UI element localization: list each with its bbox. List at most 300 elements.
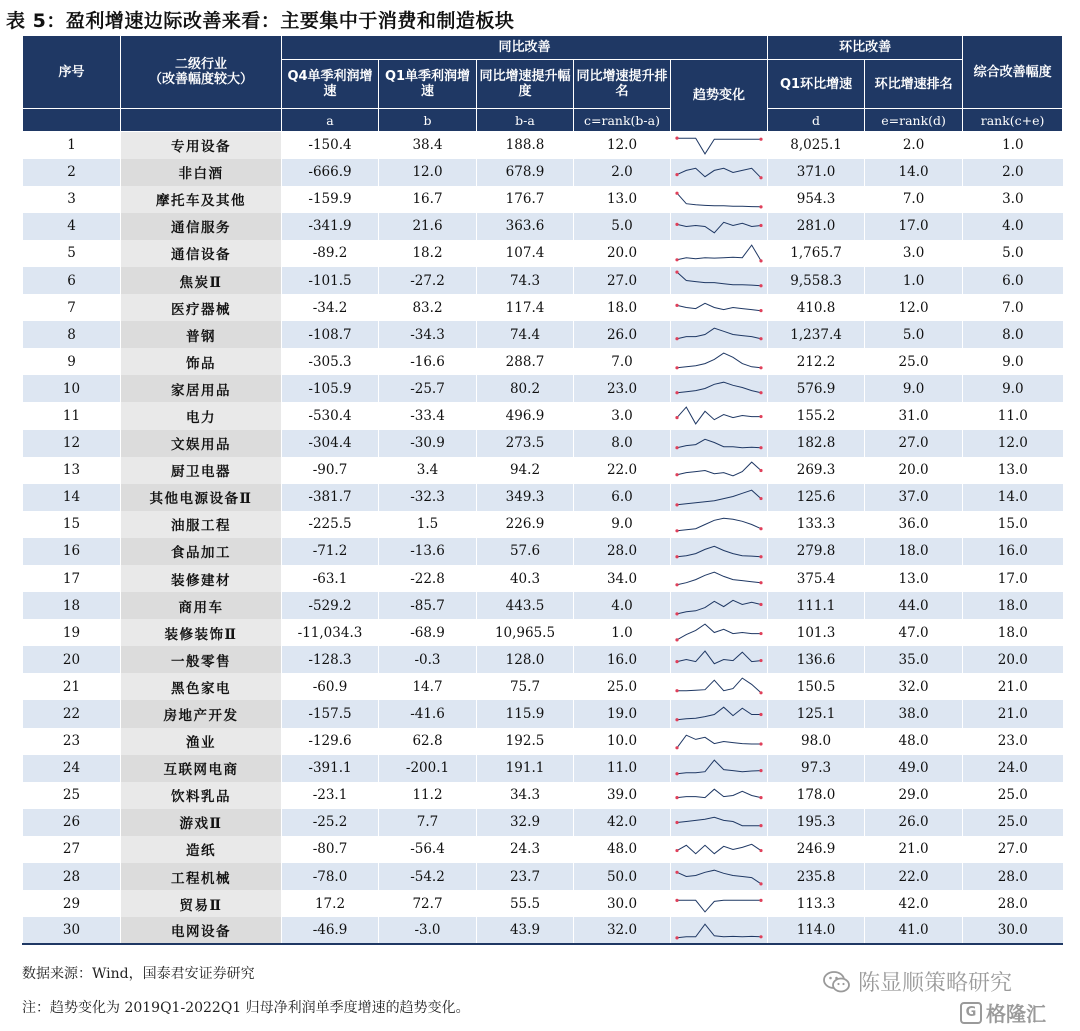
- trend-sparkline: [675, 810, 763, 835]
- cell-total: 24.0: [963, 755, 1063, 782]
- cell-trend: [671, 836, 768, 863]
- trend-line: [677, 760, 761, 774]
- trend-end-point: [759, 497, 762, 500]
- trend-end-point: [759, 824, 762, 827]
- cell-seq: 26: [23, 809, 121, 836]
- cell-q1: -32.3: [379, 484, 477, 511]
- cell-qoq-rank: 47.0: [865, 619, 963, 646]
- cell-seq: 1: [23, 132, 121, 159]
- cell-lift-rank: 48.0: [574, 836, 671, 863]
- cell-qoq: 133.3: [768, 511, 865, 538]
- cell-q4: -108.7: [282, 321, 379, 348]
- header-industry: 二级行业 （改善幅度较大）: [121, 36, 282, 109]
- cell-q1: 7.7: [379, 809, 477, 836]
- cell-q4: -89.2: [282, 240, 379, 267]
- cell-lift-rank: 6.0: [574, 484, 671, 511]
- source-note: 数据来源：Wind，国泰君安证券研究: [22, 966, 255, 982]
- cell-lift-rank: 20.0: [574, 240, 671, 267]
- table-row: [23, 755, 1063, 782]
- cell-qoq: 125.6: [768, 484, 865, 511]
- cell-lift-rank: 50.0: [574, 863, 671, 890]
- cell-qoq-rank: 41.0: [865, 917, 963, 944]
- cell-lift-rank: 4.0: [574, 592, 671, 619]
- cell-qoq-rank: 38.0: [865, 700, 963, 727]
- cell-seq: 24: [23, 755, 121, 782]
- cell-industry: 普钢: [121, 321, 282, 348]
- cell-total: 15.0: [963, 511, 1063, 538]
- cell-qoq: 9,558.3: [768, 267, 865, 294]
- cell-total: 8.0: [963, 321, 1063, 348]
- cell-q4: -391.1: [282, 755, 379, 782]
- cell-total: 1.0: [963, 132, 1063, 159]
- cell-q1: -30.9: [379, 430, 477, 457]
- cell-qoq-rank: 22.0: [865, 863, 963, 890]
- cell-q1: -33.4: [379, 402, 477, 429]
- trend-line: [677, 408, 761, 425]
- trend-end-point: [759, 224, 762, 227]
- cell-lift-rank: 1.0: [574, 619, 671, 646]
- cell-seq: 4: [23, 213, 121, 240]
- cell-industry: 造纸: [121, 836, 282, 863]
- trend-sparkline: [675, 349, 763, 374]
- cell-total: 30.0: [963, 917, 1063, 944]
- cell-q1: 38.4: [379, 132, 477, 159]
- cell-q4: -101.5: [282, 267, 379, 294]
- cell-trend: [671, 402, 768, 429]
- subheader-q1: b: [379, 109, 477, 132]
- trend-end-point: [759, 632, 762, 635]
- trend-sparkline: [675, 431, 763, 456]
- cell-lift-rank: 23.0: [574, 375, 671, 402]
- trend-end-point: [759, 935, 762, 938]
- table-row: [23, 213, 1063, 240]
- cell-q4: -304.4: [282, 430, 379, 457]
- trend-line: [677, 168, 761, 178]
- trend-sparkline: [675, 674, 763, 699]
- cell-trend: [671, 457, 768, 484]
- cell-qoq: 98.0: [768, 728, 865, 755]
- trend-start-point: [675, 337, 678, 340]
- cell-qoq-rank: 14.0: [865, 159, 963, 186]
- cell-industry: 工程机械: [121, 863, 282, 890]
- cell-qoq: 101.3: [768, 619, 865, 646]
- trend-line: [677, 303, 761, 310]
- cell-industry: 商用车: [121, 592, 282, 619]
- cell-trend: [671, 186, 768, 213]
- trend-sparkline: [675, 891, 763, 916]
- trend-start-point: [675, 473, 678, 476]
- cell-lift: 349.3: [477, 484, 574, 511]
- cell-q4: -129.6: [282, 728, 379, 755]
- cell-qoq: 212.2: [768, 348, 865, 375]
- cell-qoq-rank: 26.0: [865, 809, 963, 836]
- cell-qoq: 114.0: [768, 917, 865, 944]
- header-group-yoy: 同比改善: [282, 36, 768, 60]
- cell-industry: 贸易Ⅱ: [121, 890, 282, 917]
- cell-trend: [671, 592, 768, 619]
- cell-q1: 12.0: [379, 159, 477, 186]
- trend-start-point: [675, 503, 678, 506]
- cell-q4: -381.7: [282, 484, 379, 511]
- cell-qoq: 281.0: [768, 213, 865, 240]
- header-total: 综合改善幅度: [963, 36, 1063, 109]
- cell-q1: -200.1: [379, 755, 477, 782]
- table-row: [23, 321, 1063, 348]
- table-row: [23, 267, 1063, 294]
- cell-qoq: 269.3: [768, 457, 865, 484]
- cell-q1: -27.2: [379, 267, 477, 294]
- cell-qoq: 113.3: [768, 890, 865, 917]
- trend-sparkline: [675, 647, 763, 672]
- table-row: [23, 484, 1063, 511]
- cell-qoq-rank: 9.0: [865, 375, 963, 402]
- trend-line: [677, 222, 761, 233]
- cell-q4: 17.2: [282, 890, 379, 917]
- cell-lift-rank: 2.0: [574, 159, 671, 186]
- trend-start-point: [675, 871, 678, 874]
- trend-start-point: [675, 718, 678, 721]
- table-row: [23, 132, 1063, 159]
- trend-start-point: [675, 416, 678, 419]
- cell-lift: 191.1: [477, 755, 574, 782]
- cell-seq: 3: [23, 186, 121, 213]
- table-row: [23, 619, 1063, 646]
- cell-industry: 黑色家电: [121, 673, 282, 700]
- table-row: [23, 402, 1063, 429]
- trend-end-point: [759, 446, 762, 449]
- trend-start-point: [675, 849, 678, 852]
- data-table: [22, 35, 1063, 945]
- cell-industry: 装修装饰Ⅱ: [121, 619, 282, 646]
- trend-line: [677, 490, 761, 505]
- trend-start-point: [675, 136, 678, 139]
- cell-total: 5.0: [963, 240, 1063, 267]
- trend-sparkline: [675, 160, 763, 185]
- cell-q4: -11,034.3: [282, 619, 379, 646]
- cell-q4: -305.3: [282, 348, 379, 375]
- trend-sparkline: [675, 241, 763, 266]
- trend-start-point: [675, 366, 678, 369]
- trend-line: [677, 789, 761, 797]
- cell-lift: 23.7: [477, 863, 574, 890]
- trend-sparkline: [675, 295, 763, 320]
- subheader-qoq: d: [768, 109, 865, 132]
- cell-industry: 其他电源设备Ⅱ: [121, 484, 282, 511]
- cell-qoq: 150.5: [768, 673, 865, 700]
- trend-sparkline: [675, 403, 763, 428]
- cell-lift: 192.5: [477, 728, 574, 755]
- cell-qoq-rank: 7.0: [865, 186, 963, 213]
- cell-q4: -90.7: [282, 457, 379, 484]
- cell-lift-rank: 10.0: [574, 728, 671, 755]
- cell-total: 28.0: [963, 863, 1063, 890]
- cell-qoq: 111.1: [768, 592, 865, 619]
- table-row: [23, 673, 1063, 700]
- watermark-logo: [960, 998, 1046, 1027]
- cell-lift-rank: 27.0: [574, 267, 671, 294]
- cell-q4: -529.2: [282, 592, 379, 619]
- cell-lift-rank: 11.0: [574, 755, 671, 782]
- cell-q4: -71.2: [282, 538, 379, 565]
- cell-industry: 食品加工: [121, 538, 282, 565]
- cell-lift: 43.9: [477, 917, 574, 944]
- trend-sparkline: [675, 620, 763, 645]
- cell-q1: 18.2: [379, 240, 477, 267]
- cell-seq: 15: [23, 511, 121, 538]
- cell-lift-rank: 30.0: [574, 890, 671, 917]
- trend-end-point: [759, 796, 762, 799]
- trend-sparkline: [675, 783, 763, 808]
- table-row: [23, 538, 1063, 565]
- cell-seq: 9: [23, 348, 121, 375]
- cell-trend: [671, 267, 768, 294]
- cell-trend: [671, 782, 768, 809]
- trend-sparkline: [675, 512, 763, 537]
- trend-line: [677, 518, 761, 531]
- trend-end-point: [759, 581, 762, 584]
- cell-industry: 非白酒: [121, 159, 282, 186]
- trend-end-point: [759, 337, 762, 340]
- cell-q1: 83.2: [379, 294, 477, 321]
- cell-total: 4.0: [963, 213, 1063, 240]
- cell-total: 2.0: [963, 159, 1063, 186]
- trend-sparkline: [675, 918, 763, 943]
- trend-line: [677, 900, 761, 912]
- cell-seq: 14: [23, 484, 121, 511]
- subheader-lift-rank: c=rank(b-a): [574, 109, 671, 132]
- cell-total: 25.0: [963, 809, 1063, 836]
- cell-qoq-rank: 5.0: [865, 321, 963, 348]
- cell-qoq-rank: 49.0: [865, 755, 963, 782]
- cell-industry: 厨卫电器: [121, 457, 282, 484]
- cell-q1: 21.6: [379, 213, 477, 240]
- cell-q1: -41.6: [379, 700, 477, 727]
- cell-trend: [671, 673, 768, 700]
- cell-qoq: 125.1: [768, 700, 865, 727]
- cell-qoq: 155.2: [768, 402, 865, 429]
- trend-start-point: [675, 391, 678, 394]
- cell-industry: 通信设备: [121, 240, 282, 267]
- trend-end-point: [759, 882, 762, 885]
- cell-lift: 176.7: [477, 186, 574, 213]
- cell-q4: -341.9: [282, 213, 379, 240]
- trend-line: [677, 353, 761, 368]
- cell-qoq-rank: 18.0: [865, 538, 963, 565]
- cell-q4: -46.9: [282, 917, 379, 944]
- cell-trend: [671, 619, 768, 646]
- cell-trend: [671, 646, 768, 673]
- cell-lift: 57.6: [477, 538, 574, 565]
- cell-industry: 渔业: [121, 728, 282, 755]
- cell-qoq: 8,025.1: [768, 132, 865, 159]
- cell-q4: -150.4: [282, 132, 379, 159]
- trend-end-point: [759, 527, 762, 530]
- cell-seq: 10: [23, 375, 121, 402]
- trend-line: [677, 735, 761, 748]
- cell-q1: -85.7: [379, 592, 477, 619]
- cell-industry: 饰品: [121, 348, 282, 375]
- cell-qoq: 246.9: [768, 836, 865, 863]
- trend-sparkline: [675, 187, 763, 212]
- cell-total: 13.0: [963, 457, 1063, 484]
- cell-industry: 电网设备: [121, 917, 282, 944]
- cell-q1: 1.5: [379, 511, 477, 538]
- trend-sparkline: [675, 864, 763, 889]
- cell-industry: 文娱用品: [121, 430, 282, 457]
- table-row: [23, 159, 1063, 186]
- cell-seq: 21: [23, 673, 121, 700]
- trend-start-point: [675, 936, 678, 939]
- cell-q4: -128.3: [282, 646, 379, 673]
- cell-lift-rank: 19.0: [574, 700, 671, 727]
- cell-lift: 75.7: [477, 673, 574, 700]
- trend-sparkline: [675, 133, 763, 158]
- cell-seq: 23: [23, 728, 121, 755]
- cell-qoq: 576.9: [768, 375, 865, 402]
- cell-lift-rank: 13.0: [574, 186, 671, 213]
- trend-start-point: [675, 821, 678, 824]
- trend-line: [677, 844, 761, 853]
- cell-trend: [671, 294, 768, 321]
- cell-lift-rank: 16.0: [574, 646, 671, 673]
- cell-lift-rank: 7.0: [574, 348, 671, 375]
- trend-line: [677, 870, 761, 884]
- trend-end-point: [759, 415, 762, 418]
- trend-start-point: [675, 772, 678, 775]
- cell-qoq: 97.3: [768, 755, 865, 782]
- cell-industry: 装修建材: [121, 565, 282, 592]
- cell-qoq-rank: 1.0: [865, 267, 963, 294]
- cell-q1: -34.3: [379, 321, 477, 348]
- cell-lift: 443.5: [477, 592, 574, 619]
- cell-lift-rank: 9.0: [574, 511, 671, 538]
- table-row: [23, 700, 1063, 727]
- table-row: [23, 375, 1063, 402]
- trend-line: [677, 572, 761, 585]
- cell-total: 3.0: [963, 186, 1063, 213]
- cell-qoq-rank: 32.0: [865, 673, 963, 700]
- trend-sparkline: [675, 539, 763, 564]
- trend-sparkline: [675, 729, 763, 754]
- cell-q1: -68.9: [379, 619, 477, 646]
- cell-total: 9.0: [963, 348, 1063, 375]
- table-row: [23, 457, 1063, 484]
- subheader-total: rank(c+e): [963, 109, 1063, 132]
- cell-lift: 40.3: [477, 565, 574, 592]
- cell-lift-rank: 32.0: [574, 917, 671, 944]
- cell-q1: 62.8: [379, 728, 477, 755]
- cell-total: 7.0: [963, 294, 1063, 321]
- trend-sparkline: [675, 837, 763, 862]
- trend-start-point: [675, 638, 678, 641]
- wechat-icon: [822, 969, 852, 995]
- table-row: [23, 809, 1063, 836]
- cell-qoq-rank: 27.0: [865, 430, 963, 457]
- cell-total: 25.0: [963, 782, 1063, 809]
- cell-qoq-rank: 29.0: [865, 782, 963, 809]
- cell-total: 28.0: [963, 890, 1063, 917]
- subheader-qoq-rank: e=rank(d): [865, 109, 963, 132]
- trend-end-point: [759, 176, 762, 179]
- cell-q1: 11.2: [379, 782, 477, 809]
- trend-start-point: [675, 612, 678, 615]
- header-group-qoq: 环比改善: [768, 36, 963, 60]
- cell-lift: 34.3: [477, 782, 574, 809]
- trend-end-point: [759, 899, 762, 902]
- cell-seq: 29: [23, 890, 121, 917]
- trend-start-point: [675, 191, 678, 194]
- cell-trend: [671, 430, 768, 457]
- table-row: [23, 863, 1063, 890]
- cell-qoq: 371.0: [768, 159, 865, 186]
- cell-lift: 496.9: [477, 402, 574, 429]
- cell-qoq: 235.8: [768, 863, 865, 890]
- cell-total: 21.0: [963, 673, 1063, 700]
- trend-start-point: [675, 660, 678, 663]
- cell-q4: -80.7: [282, 836, 379, 863]
- cell-seq: 30: [23, 917, 121, 944]
- cell-q1: 3.4: [379, 457, 477, 484]
- table-row: [23, 348, 1063, 375]
- trend-line: [677, 651, 761, 664]
- cell-trend: [671, 132, 768, 159]
- cell-q1: 16.7: [379, 186, 477, 213]
- trend-sparkline: [675, 322, 763, 347]
- cell-qoq: 954.3: [768, 186, 865, 213]
- cell-seq: 19: [23, 619, 121, 646]
- cell-lift: 32.9: [477, 809, 574, 836]
- cell-qoq-rank: 20.0: [865, 457, 963, 484]
- cell-q4: -34.2: [282, 294, 379, 321]
- cell-q1: -22.8: [379, 565, 477, 592]
- subheader-lift: b-a: [477, 109, 574, 132]
- cell-qoq: 375.4: [768, 565, 865, 592]
- cell-q4: -23.1: [282, 782, 379, 809]
- cell-trend: [671, 565, 768, 592]
- cell-total: 18.0: [963, 592, 1063, 619]
- trend-end-point: [759, 603, 762, 606]
- trend-start-point: [675, 446, 678, 449]
- table-row: [23, 294, 1063, 321]
- table-row: [23, 511, 1063, 538]
- cell-total: 17.0: [963, 565, 1063, 592]
- trend-start-point: [675, 304, 678, 307]
- cell-seq: 28: [23, 863, 121, 890]
- trend-end-point: [759, 659, 762, 662]
- cell-qoq: 182.8: [768, 430, 865, 457]
- cell-qoq-rank: 37.0: [865, 484, 963, 511]
- trend-line: [677, 462, 761, 476]
- trend-end-point: [759, 469, 762, 472]
- trend-line: [677, 707, 761, 720]
- cell-q1: 72.7: [379, 890, 477, 917]
- table-row: [23, 592, 1063, 619]
- trend-start-point: [675, 173, 678, 176]
- cell-q4: -78.0: [282, 863, 379, 890]
- cell-q4: -105.9: [282, 375, 379, 402]
- cell-lift-rank: 12.0: [574, 132, 671, 159]
- cell-q4: -225.5: [282, 511, 379, 538]
- cell-trend: [671, 755, 768, 782]
- cell-trend: [671, 375, 768, 402]
- cell-lift-rank: 26.0: [574, 321, 671, 348]
- cell-seq: 27: [23, 836, 121, 863]
- cell-qoq-rank: 2.0: [865, 132, 963, 159]
- cell-qoq-rank: 36.0: [865, 511, 963, 538]
- cell-lift-rank: 8.0: [574, 430, 671, 457]
- cell-seq: 5: [23, 240, 121, 267]
- cell-q4: -157.5: [282, 700, 379, 727]
